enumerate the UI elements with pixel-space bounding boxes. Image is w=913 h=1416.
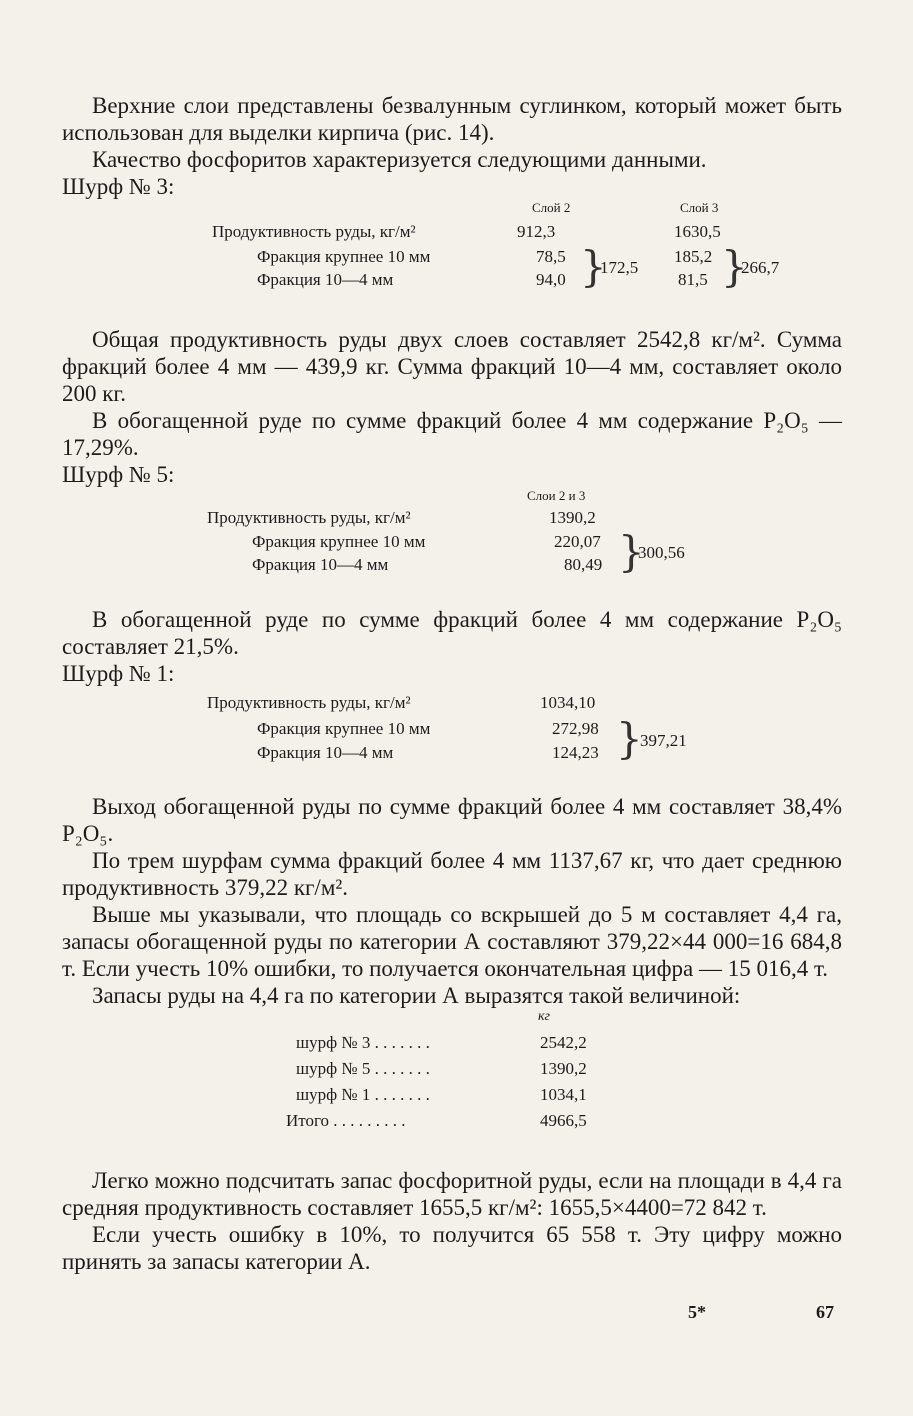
row-fraction-medium-label: Фракция 10—4 мм <box>257 270 394 289</box>
reserves-row-name: шурф № 3 . . . . . . . <box>296 1033 430 1052</box>
row-fraction-medium-value: 124,23 <box>552 743 599 762</box>
paragraph-5: В обогащенной руде по сумме фракций более 4 мм содержание P₂O₅ составляет 21,5%. <box>62 607 842 659</box>
reserves-total-value: 4966,5 <box>540 1111 587 1130</box>
printer-signature: 5* <box>688 1302 706 1322</box>
pit-3-table <box>62 200 842 298</box>
reserves-table <box>62 1009 842 1159</box>
row-productivity-layer-3: 1630,5 <box>674 222 721 241</box>
row-fraction-large-value: 272,98 <box>552 719 599 738</box>
row-fraction-large-layer-2: 78,5 <box>536 247 566 266</box>
row-fraction-medium-layer-2: 94,0 <box>536 270 566 289</box>
sum-value: 397,21 <box>640 731 687 750</box>
pit-1-label: Шурф № 1: <box>62 661 175 686</box>
pit-5-table <box>62 488 842 578</box>
paragraph-7: По трем шурфам сумма фракций более 4 мм 1137,67 кг, что дает среднюю продуктивность 379,22 кг/м². <box>62 848 842 900</box>
row-fraction-large-label: Фракция крупнее 10 мм <box>257 247 431 266</box>
reserves-row-value: 1034,1 <box>540 1085 587 1104</box>
page-number: 67 <box>816 1302 834 1322</box>
header-layers-2-3: Слои 2 и 3 <box>527 488 586 503</box>
row-fraction-large-value: 220,07 <box>554 532 601 551</box>
row-fraction-medium-layer-3: 81,5 <box>678 270 708 289</box>
brace: } <box>616 714 643 763</box>
brace: } <box>580 242 607 291</box>
reserves-row-value: 1390,2 <box>540 1059 587 1078</box>
paragraph-6: Выход обогащенной руды по сумме фракций более 4 мм составляет 38,4% P₂O₅. <box>62 794 842 846</box>
header-layer-2: Слой 2 <box>532 200 571 215</box>
sum-value: 300,56 <box>638 543 685 562</box>
row-fraction-medium-value: 80,49 <box>564 555 603 574</box>
reserves-row-name: шурф № 1 . . . . . . . <box>296 1085 430 1104</box>
header-layer-3: Слой 3 <box>680 200 719 215</box>
row-fraction-large-label: Фракция крупнее 10 мм <box>257 719 431 738</box>
pit-5-label: Шурф № 5: <box>62 462 175 487</box>
paragraph-4: В обогащенной руде по сумме фракций более 4 мм содержание P₂O₅ — 17,29%. <box>62 408 842 460</box>
reserves-total-name: Итого . . . . . . . . . <box>286 1111 406 1130</box>
paragraph-9: Запасы руды на 4,4 га по категории А выразятся такой величиной: <box>92 983 741 1008</box>
row-fraction-large-layer-3: 185,2 <box>674 247 713 266</box>
paragraph-2: Качество фосфоритов характеризуется следующими данными. <box>92 147 707 172</box>
paragraph-11: Если учесть ошибку в 10%, то получится 65 558 т. Эту цифру можно принять за запасы категории А. <box>62 1222 842 1274</box>
row-productivity-label: Продуктивность руды, кг/м² <box>212 222 416 241</box>
paragraph-3: Общая продуктивность руды двух слоев составляет 2542,8 кг/м². Сумма фракций более 4 мм — 439,9 кг. Сумма фракций 10—4 мм, составляет около 200 кг. <box>62 327 842 406</box>
row-productivity-label: Продуктивность руды, кг/м² <box>207 508 411 527</box>
paragraph-8: Выше мы указывали, что площадь со вскрышей до 5 м составляет 4,4 га, запасы обогащенной руды по категории А составляют 379,22×44 000=16 684,8 т. Если учесть 10% ошибки, то получается окончательная цифра — 15 016,4 т. <box>62 902 842 981</box>
row-productivity-value: 1390,2 <box>549 508 596 527</box>
reserves-row-value: 2542,2 <box>540 1033 587 1052</box>
paragraph-10: Легко можно подсчитать запас фосфоритной руды, если на площади в 4,4 га средняя продуктивность составляет 1655,5 кг/м²: 1655,5×4400=72 842 т. <box>62 1168 842 1220</box>
sum-layer-2: 172,5 <box>600 258 639 277</box>
paragraph-1: Верхние слои представлены безвалунным суглинком, который может быть использован для выделки кирпича (рис. 14). <box>62 93 842 145</box>
row-fraction-medium-label: Фракция 10—4 мм <box>257 743 394 762</box>
brace: } <box>618 527 645 576</box>
row-productivity-label: Продуктивность руды, кг/м² <box>207 693 411 712</box>
unit-label: кг <box>538 1009 551 1024</box>
pit-3-label: Шурф № 3: <box>62 174 175 199</box>
sum-layer-3: 266,7 <box>741 258 780 277</box>
pit-1-table <box>62 687 842 767</box>
brace: } <box>721 242 748 291</box>
row-productivity-layer-2: 912,3 <box>517 222 556 241</box>
page-body <box>62 92 842 1275</box>
reserves-row-name: шурф № 5 . . . . . . . <box>296 1059 430 1078</box>
row-fraction-medium-label: Фракция 10—4 мм <box>252 555 389 574</box>
row-fraction-large-label: Фракция крупнее 10 мм <box>252 532 426 551</box>
row-productivity-value: 1034,10 <box>540 693 596 712</box>
